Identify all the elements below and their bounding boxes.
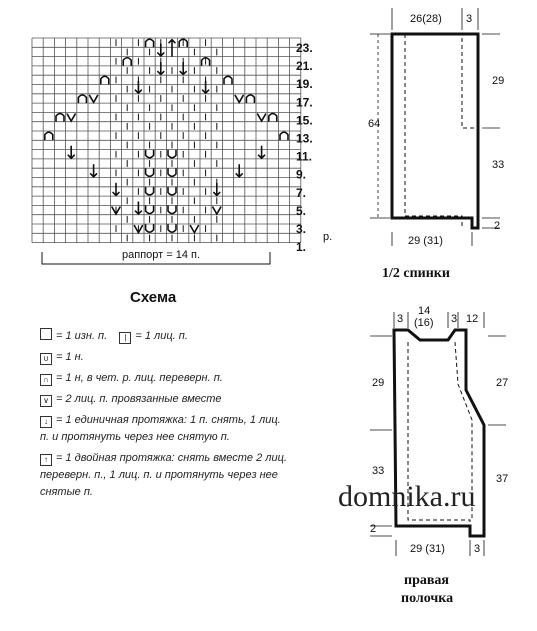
back-inner-line [405,34,462,228]
back-piece-diagram [368,8,504,281]
row-number: 1. [296,240,307,255]
scheme-title: Схема [130,289,177,306]
back-top-width: 26(28) [410,13,442,25]
front-top-b-line2: (16) [414,317,434,329]
front-right-upper: 27 [496,377,509,389]
legend-item-single-decrease: ↓ = 1 единичная протяжка: 1 п. снять, 1 лиц. п. и протянуть через нее снятую п. [40,414,281,443]
row-number: 21. [296,59,313,74]
front-hem: 2 [370,523,377,535]
row-number: 17. [296,95,313,110]
k2tog-square-icon: ∨ [40,395,52,407]
watermark: domnika.ru [338,480,476,513]
double-decrease-square-icon: ↑ [40,454,52,466]
front-left-upper: 29 [372,377,385,389]
back-title: 1/2 спинки [382,266,450,281]
stitch-chart [32,38,332,264]
front-title-line1: правая [404,573,449,588]
front-top-a: 3 [397,313,404,325]
front-top-c: 3 [451,313,458,325]
back-bottom-width: 29 (31) [408,235,443,247]
front-bottom-width: 29 (31) [410,543,445,555]
front-title-line2: полочка [401,591,454,606]
row-number: 9. [296,167,307,182]
legend-item-k2tog: ∨ = 2 лиц. п. провязанные вместе [40,391,290,408]
row-number: 23. [296,41,313,55]
back-armhole-line [462,38,478,128]
front-top-d: 12 [466,313,479,325]
row-number: 19. [296,77,313,92]
vertical-bar-square-icon: | [119,332,131,344]
legend-item-twisted: ∩ = 1 н, в чет. р. лиц. переверн. п. [40,370,290,387]
row-number: 3. [296,222,307,236]
legend-item-yarn-over: ∪ = 1 н. [40,349,290,366]
back-lower-right: 33 [492,159,505,171]
row-number: 15. [296,113,313,128]
back-top-right: 3 [466,13,473,25]
front-left-lower: 33 [372,465,385,477]
single-decrease-square-icon: ↓ [40,416,52,428]
row-number: 11. [296,149,313,164]
front-right-lower: 37 [496,473,509,485]
empty-square-icon [40,328,52,340]
row-number-column [296,41,313,254]
symbol-legend [40,328,290,505]
back-upper-right: 29 [492,75,505,87]
row-number: 5. [296,203,307,218]
rapport-label: раппорт = 14 п. [122,249,201,261]
back-hem: 2 [494,220,501,232]
legend-item-purl: = 1 изн. п. | = 1 лиц. п. [40,328,290,345]
row-side-label: р. [323,231,333,243]
legend-item-double-decrease: ↑ = 1 двойная протяжка: снять вместе 2 лиц. переверн. п., 1 лиц. п. и протянуть через нее снятые п. [40,452,287,498]
row-number: 7. [296,185,307,200]
twisted-knit-square-icon: ∩ [40,374,52,386]
yarn-over-square-icon: ∪ [40,353,52,365]
front-piece-diagram [370,305,508,606]
row-number: 13. [296,131,313,146]
back-total-height: 64 [368,118,381,130]
front-bottom-right: 3 [474,543,481,555]
front-top-b-line1: 14 [418,305,431,317]
